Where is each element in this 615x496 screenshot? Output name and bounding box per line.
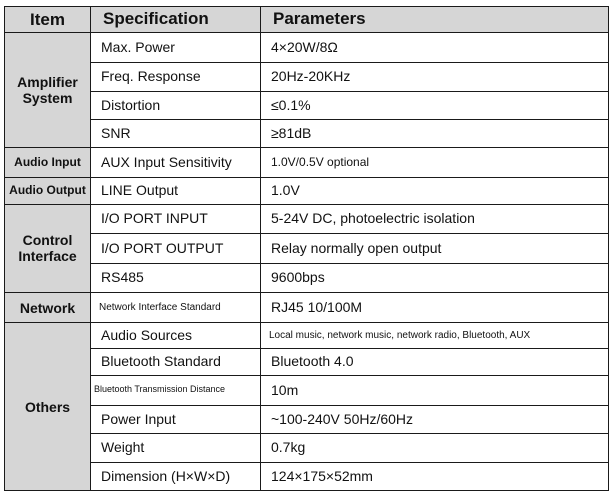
table-row (5, 323, 609, 349)
table-row (5, 62, 609, 91)
param-cell: Relay normally open output (261, 234, 609, 263)
table-header-row (5, 7, 609, 33)
table-row (5, 263, 609, 292)
header-item: Item (5, 7, 91, 33)
header-parameters: Parameters (261, 7, 609, 33)
param-cell: ≤0.1% (261, 91, 609, 119)
table-row (5, 234, 609, 263)
spec-table (4, 6, 609, 491)
spec-cell: RS485 (91, 263, 261, 292)
table-row (5, 292, 609, 322)
spec-cell: LINE Output (91, 177, 261, 204)
param-cell: 10m (261, 375, 609, 405)
param-cell: ≥81dB (261, 120, 609, 148)
spec-cell: AUX Input Sensitivity (91, 148, 261, 177)
spec-cell: Network Interface Standard (91, 292, 261, 322)
param-cell: ~100-240V 50Hz/60Hz (261, 406, 609, 434)
param-cell: 0.7kg (261, 434, 609, 462)
spec-cell: I/O PORT OUTPUT (91, 234, 261, 263)
spec-cell: Bluetooth Transmission Distance (91, 375, 261, 405)
group-audio-input: Audio Input (5, 148, 91, 177)
group-amplifier-system: Amplifier System (5, 33, 91, 148)
table-row (5, 177, 609, 204)
table-row (5, 349, 609, 375)
table-row (5, 33, 609, 62)
param-cell: 9600bps (261, 263, 609, 292)
param-cell: 5-24V DC, photoelectric isolation (261, 205, 609, 234)
param-cell: 124×175×52mm (261, 462, 609, 490)
param-cell: 1.0V (261, 177, 609, 204)
param-cell: 4×20W/8Ω (261, 33, 609, 62)
param-cell: RJ45 10/100M (261, 292, 609, 322)
spec-cell: Bluetooth Standard (91, 349, 261, 375)
table-row (5, 375, 609, 405)
param-cell: 1.0V/0.5V optional (261, 148, 609, 177)
group-others: Others (5, 323, 91, 491)
spec-cell: Audio Sources (91, 323, 261, 349)
table-row (5, 406, 609, 434)
table-row (5, 91, 609, 119)
spec-cell: Dimension (H×W×D) (91, 462, 261, 490)
spec-cell: Freq. Response (91, 62, 261, 91)
spec-cell: SNR (91, 120, 261, 148)
table-row (5, 148, 609, 177)
spec-cell: Weight (91, 434, 261, 462)
param-cell: Bluetooth 4.0 (261, 349, 609, 375)
spec-cell: Power Input (91, 406, 261, 434)
table-row (5, 434, 609, 462)
spec-cell: I/O PORT INPUT (91, 205, 261, 234)
group-audio-output: Audio Output (5, 177, 91, 204)
table-row (5, 120, 609, 148)
spec-cell: Distortion (91, 91, 261, 119)
param-cell: Local music, network music, network radio, Bluetooth, AUX (261, 323, 609, 349)
group-network: Network (5, 292, 91, 322)
table-row (5, 462, 609, 490)
table-row (5, 205, 609, 234)
header-specification: Specification (91, 7, 261, 33)
param-cell: 20Hz-20KHz (261, 62, 609, 91)
spec-cell: Max. Power (91, 33, 261, 62)
group-control-interface: Control Interface (5, 205, 91, 293)
